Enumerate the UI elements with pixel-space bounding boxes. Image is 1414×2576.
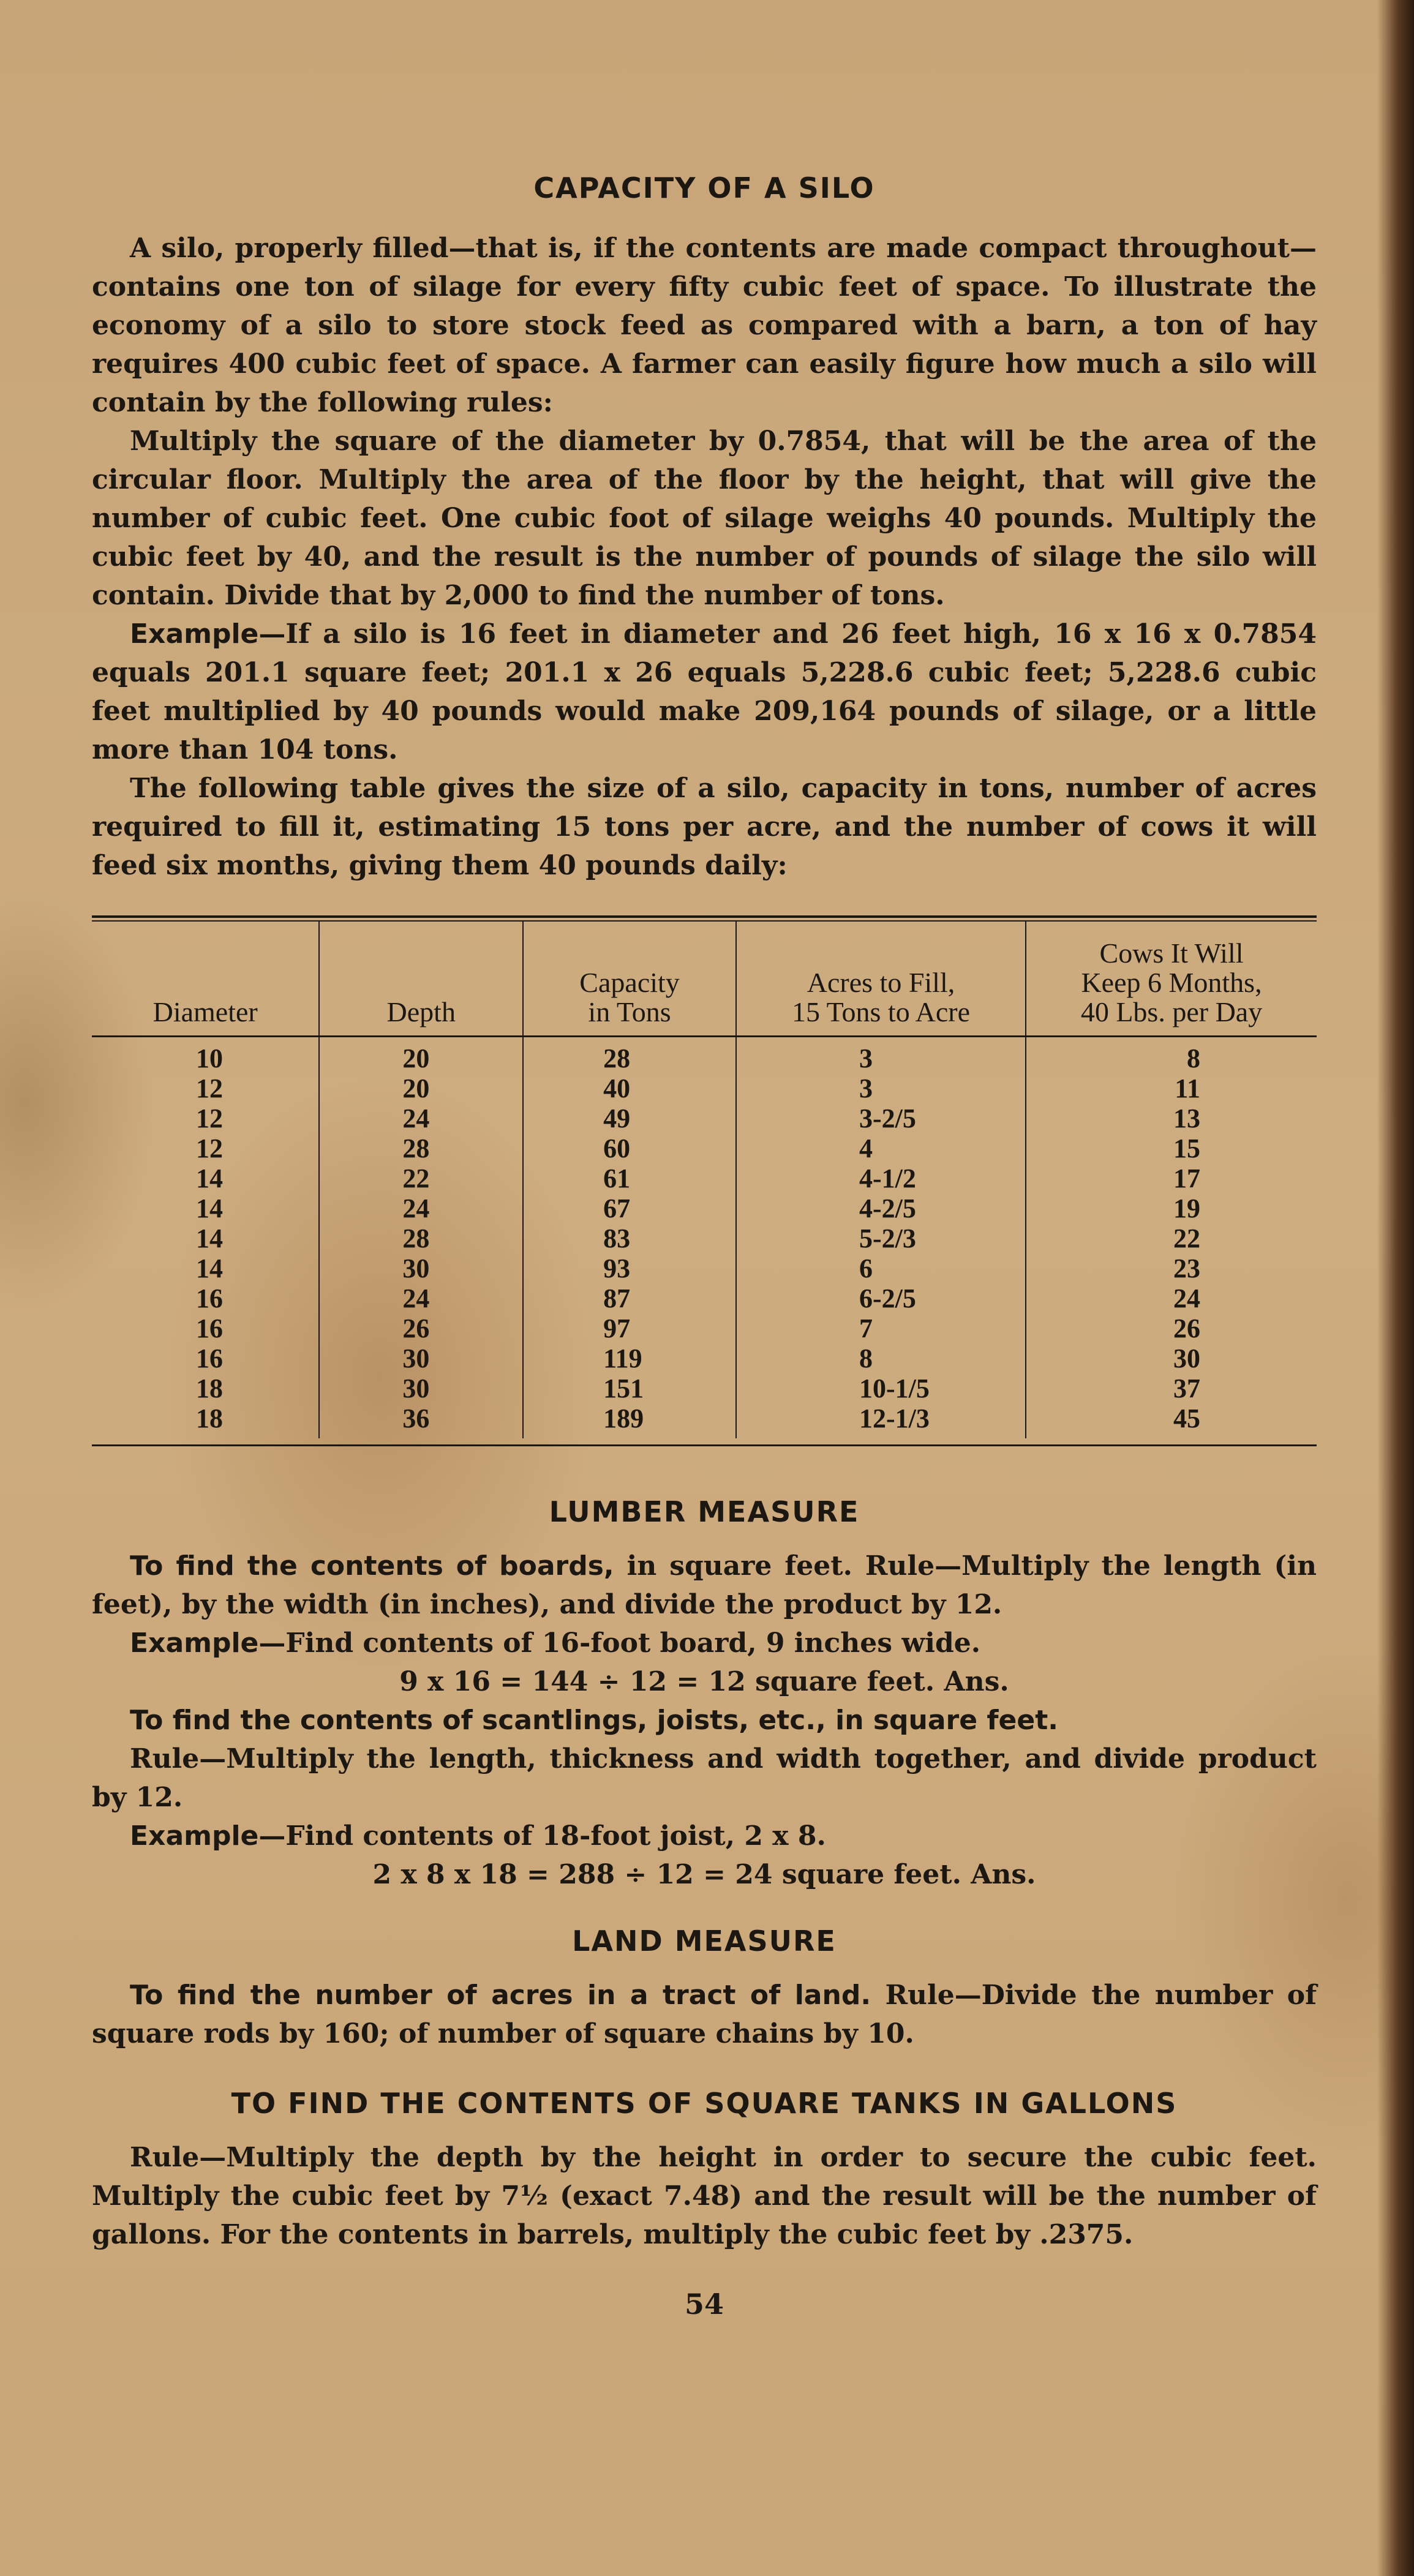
cell-capacity-1: 28 bbox=[603, 1043, 631, 1073]
cell-acres-12: 10-1/5 bbox=[859, 1373, 930, 1403]
lumber-boards-rule bbox=[92, 1547, 1317, 1624]
lumber-boards-lead: To find the contents of boards, bbox=[130, 1550, 614, 1582]
cell-cows-12: 37 bbox=[1173, 1373, 1200, 1403]
lumber-example-1-text: —Find contents of 16-foot board, 9 inches wide. bbox=[258, 1628, 981, 1659]
lumber-calc-1: 9 x 16 = 144 ÷ 12 = 12 square feet. Ans. bbox=[399, 1666, 1009, 1697]
cell-cows-4: 15 bbox=[1173, 1133, 1200, 1163]
land-lead: To find the number of acres in a tract of land. bbox=[130, 1980, 871, 2011]
cell-depth-12: 30 bbox=[402, 1373, 430, 1403]
lumber-example-2 bbox=[92, 1817, 1317, 1855]
silo-paragraph-3: The following table gives the size of a silo, capacity in tons, number of acres required to fill it, estimating 15 tons per acre, and the number of cows it will feed six months, giving them 40 pounds daily: bbox=[92, 773, 1317, 881]
cell-acres-3: 3-2/5 bbox=[859, 1103, 916, 1133]
cell-diameter-11: 16 bbox=[196, 1343, 223, 1373]
lumber-example-2-text: —Find contents of 18-foot joist, 2 x 8. bbox=[258, 1820, 826, 1852]
book-spine-shadow bbox=[1377, 0, 1414, 2576]
cell-acres-8: 6 bbox=[859, 1253, 873, 1283]
cell-acres-9: 6-2/5 bbox=[859, 1283, 916, 1313]
cell-cows-9: 24 bbox=[1173, 1283, 1200, 1313]
cell-cows-11: 30 bbox=[1173, 1343, 1200, 1373]
cell-acres-13: 12-1/3 bbox=[859, 1403, 930, 1433]
table-top-rule bbox=[92, 915, 1317, 922]
silo-example bbox=[92, 615, 1317, 769]
lumber-example-1 bbox=[92, 1624, 1317, 1662]
cell-acres-6: 4-2/5 bbox=[859, 1193, 916, 1223]
cell-capacity-6: 67 bbox=[603, 1193, 631, 1223]
column-depth bbox=[319, 1037, 523, 1439]
cell-capacity-5: 61 bbox=[603, 1163, 631, 1193]
cell-cows-2: 11 bbox=[1175, 1073, 1200, 1103]
cell-depth-5: 22 bbox=[402, 1163, 430, 1193]
book-page bbox=[92, 153, 1317, 2321]
cell-diameter-5: 14 bbox=[196, 1163, 223, 1193]
header-capacity: Capacity in Tons bbox=[523, 922, 736, 1037]
cell-diameter-10: 16 bbox=[196, 1313, 223, 1343]
cell-cows-13: 45 bbox=[1173, 1403, 1200, 1433]
cell-diameter-7: 14 bbox=[196, 1223, 223, 1253]
cell-acres-1: 3 bbox=[859, 1043, 873, 1073]
cell-cows-1: 8 bbox=[1187, 1043, 1200, 1073]
cell-capacity-10: 97 bbox=[603, 1313, 631, 1343]
silo-capacity-table bbox=[92, 922, 1317, 1438]
cell-diameter-13: 18 bbox=[196, 1403, 223, 1433]
cell-depth-11: 30 bbox=[402, 1343, 430, 1373]
cell-capacity-4: 60 bbox=[603, 1133, 631, 1163]
cell-capacity-2: 40 bbox=[603, 1073, 631, 1103]
cell-capacity-3: 49 bbox=[603, 1103, 631, 1133]
silo-paragraph-2: Multiply the square of the diameter by 0.7854, that will be the area of the circular floor. Multiply the area of the floor by the height, that will give the number of cubic feet. One cubic foot of silage weighs 40 pounds. Multiply the cubic feet by 40, and the result is the number of pounds of silage the silo will contain. Divide that by 2,000 to find the number of tons. bbox=[92, 426, 1317, 611]
cell-diameter-4: 12 bbox=[196, 1133, 223, 1163]
cell-capacity-9: 87 bbox=[603, 1283, 631, 1313]
cell-capacity-13: 189 bbox=[603, 1403, 644, 1433]
column-acres bbox=[736, 1037, 1026, 1439]
silo-heading: CAPACITY OF A SILO bbox=[533, 171, 875, 205]
cell-cows-7: 22 bbox=[1173, 1223, 1200, 1253]
cell-diameter-9: 16 bbox=[196, 1283, 223, 1313]
cell-depth-13: 36 bbox=[402, 1403, 430, 1433]
lumber-heading: LUMBER MEASURE bbox=[549, 1495, 860, 1528]
example-label: Example bbox=[130, 618, 259, 650]
header-depth: Depth bbox=[319, 922, 523, 1037]
cell-diameter-6: 14 bbox=[196, 1193, 223, 1223]
cell-cows-10: 26 bbox=[1173, 1313, 1200, 1343]
example-label: Example bbox=[130, 1628, 259, 1659]
land-heading: LAND MEASURE bbox=[572, 1924, 837, 1958]
cell-depth-3: 24 bbox=[402, 1103, 430, 1133]
lumber-calc-2: 2 x 8 x 18 = 288 ÷ 12 = 24 square feet. Ans. bbox=[372, 1859, 1036, 1890]
tanks-heading: TO FIND THE CONTENTS OF SQUARE TANKS IN GALLONS bbox=[231, 2087, 1178, 2120]
cell-capacity-7: 83 bbox=[603, 1223, 631, 1253]
tanks-rule: Rule—Multiply the depth by the height in order to secure the cubic feet. Multiply the cubic feet by 7½ (exact 7.48) and the result will be the number of gallons. For the contents in barrels, multiply the cubic feet by .2375. bbox=[92, 2142, 1317, 2250]
cell-acres-2: 3 bbox=[859, 1073, 873, 1103]
land-rule bbox=[92, 1976, 1317, 2053]
cell-cows-6: 19 bbox=[1173, 1193, 1200, 1223]
column-capacity bbox=[523, 1037, 736, 1439]
cell-depth-6: 24 bbox=[402, 1193, 430, 1223]
cell-diameter-1: 10 bbox=[196, 1043, 223, 1073]
cell-capacity-8: 93 bbox=[603, 1253, 631, 1283]
cell-depth-2: 20 bbox=[402, 1073, 430, 1103]
column-diameter bbox=[92, 1037, 319, 1439]
header-cows: Cows It Will Keep 6 Months, 40 Lbs. per Day bbox=[1026, 922, 1317, 1037]
lumber-scantlings: To find the contents of scantlings, joists, etc., in square feet. bbox=[130, 1705, 1058, 1736]
cell-acres-5: 4-1/2 bbox=[859, 1163, 916, 1193]
cell-acres-4: 4 bbox=[859, 1133, 873, 1163]
cell-cows-5: 17 bbox=[1173, 1163, 1200, 1193]
cell-depth-7: 28 bbox=[402, 1223, 430, 1253]
example-label: Example bbox=[130, 1820, 259, 1852]
cell-depth-10: 26 bbox=[402, 1313, 430, 1343]
cell-acres-7: 5-2/3 bbox=[859, 1223, 916, 1253]
land-rest: Rule—Divide the number of square rods by 160; of number of square chains by 10. bbox=[92, 1980, 1317, 2049]
column-cows bbox=[1026, 1037, 1317, 1439]
lumber-rule-2: Rule—Multiply the length, thickness and width together, and divide product by 12. bbox=[92, 1743, 1317, 1813]
cell-diameter-2: 12 bbox=[196, 1073, 223, 1103]
cell-cows-8: 23 bbox=[1173, 1253, 1200, 1283]
cell-depth-1: 20 bbox=[402, 1043, 430, 1073]
cell-depth-4: 28 bbox=[402, 1133, 430, 1163]
cell-cows-3: 13 bbox=[1173, 1103, 1200, 1133]
lumber-boards-rest: in square feet. Rule—Multiply the length (in feet), by the width (in inches), and divide the product by 12. bbox=[92, 1550, 1317, 1620]
silo-paragraph-1: A silo, properly filled—that is, if the contents are made compact throughout—contains one ton of silage for every fifty cubic feet of space. To illustrate the economy of a silo to store stock feed as compared with a barn, a ton of hay requires 400 cubic feet of space. A farmer can easily figure how much a silo will contain by the following rules: bbox=[92, 233, 1317, 418]
header-diameter: Diameter bbox=[92, 922, 319, 1037]
cell-capacity-11: 119 bbox=[603, 1343, 642, 1373]
cell-acres-10: 7 bbox=[859, 1313, 873, 1343]
cell-diameter-8: 14 bbox=[196, 1253, 223, 1283]
cell-diameter-3: 12 bbox=[196, 1103, 223, 1133]
page-number: 54 bbox=[684, 2288, 724, 2321]
example-text: —If a silo is 16 feet in diameter and 26 feet high, 16 x 16 x 0.7854 equals 201.1 square feet; 201.1 x 26 equals 5,228.6 cubic feet; 5,228.6 cubic feet multiplied by 40 pounds would make 209,164 pounds of silage, or a little more than 104 tons. bbox=[92, 618, 1317, 765]
cell-acres-11: 8 bbox=[859, 1343, 873, 1373]
cell-depth-9: 24 bbox=[402, 1283, 430, 1313]
header-acres: Acres to Fill, 15 Tons to Acre bbox=[736, 922, 1026, 1037]
table-bottom-rule bbox=[92, 1444, 1317, 1446]
cell-diameter-12: 18 bbox=[196, 1373, 223, 1403]
cell-capacity-12: 151 bbox=[603, 1373, 644, 1403]
cell-depth-8: 30 bbox=[402, 1253, 430, 1283]
